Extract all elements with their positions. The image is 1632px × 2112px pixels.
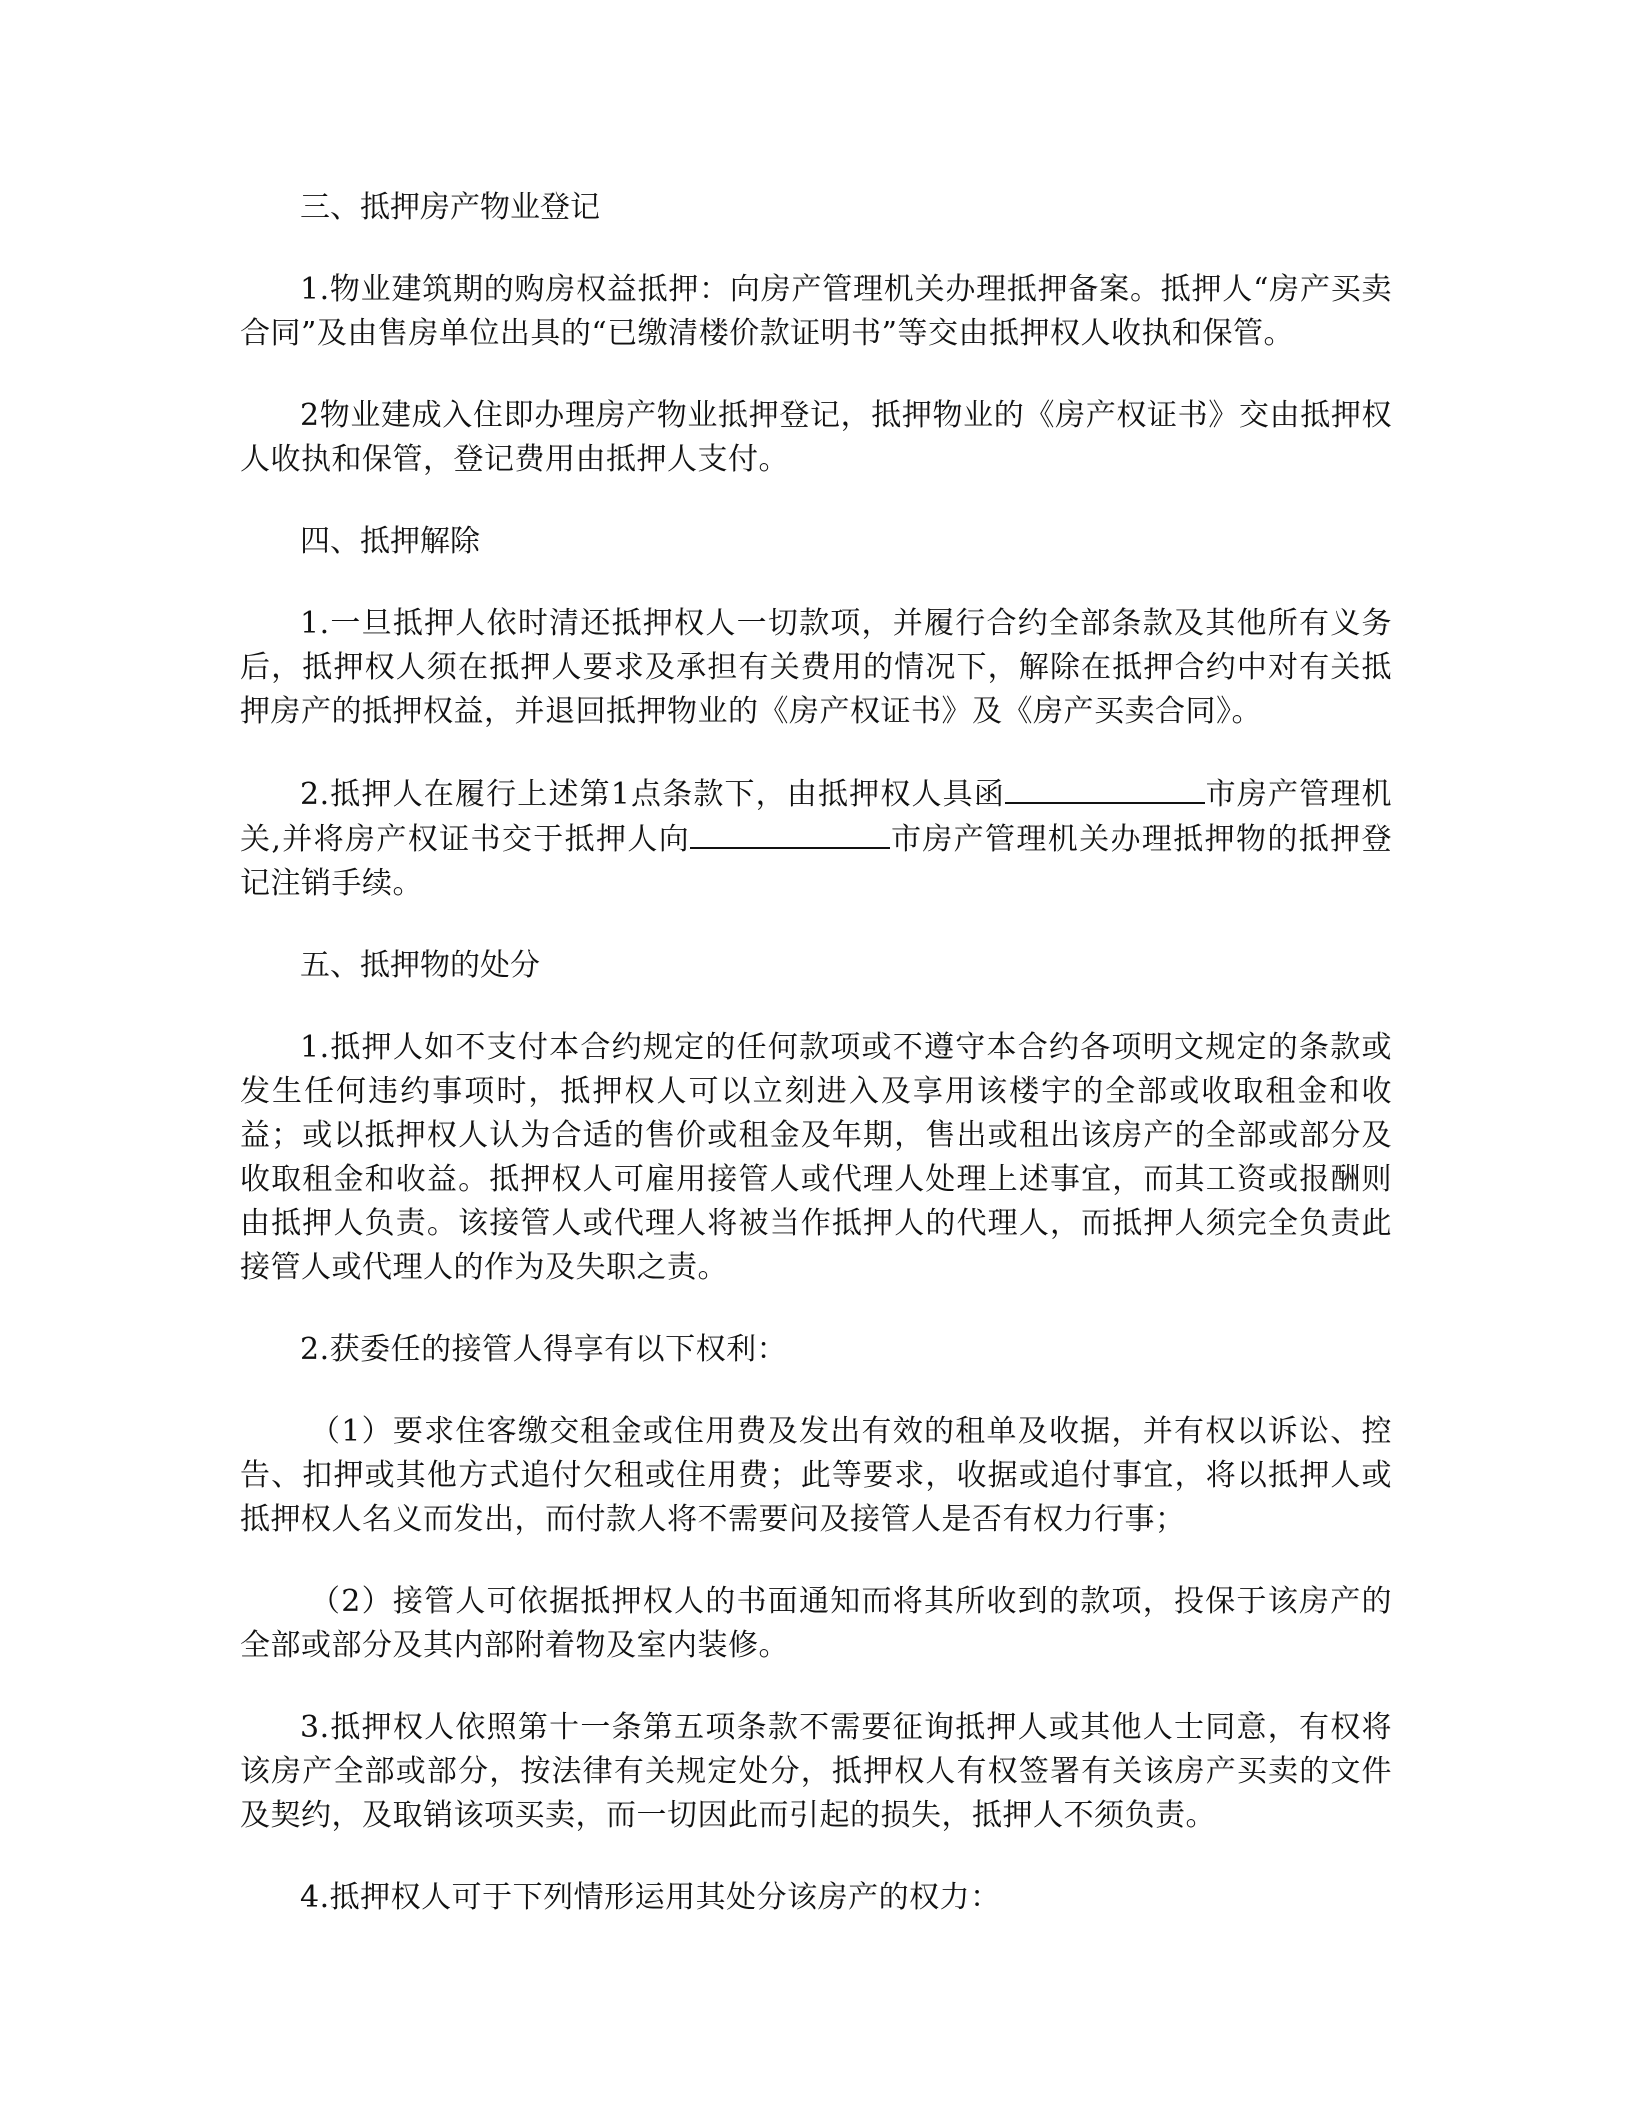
section-5-clause-4: 4.抵押权人可于下列情形运用其处分该房产的权力： — [300, 1880, 1001, 1915]
section-3-heading: 三、抵押房产物业登记 — [300, 190, 600, 225]
section-5-clause-1: 1.抵押人如不支付本合约规定的任何款项或不遵守本合约各项明文规定的条款或发生任何违约事项时，抵押权人可以立刻进入及享用该楼宇的全部或收取租金和收益；或以抵押权人认为合适的售价或租金及年期，售出或租出该房产的全部或部分及收取租金和收益。抵押权人可雇用接管人或代理人处理上述事宜，而其工资或报酬则由抵押人负责。该接管人或代理人将被当作抵押人的代理人，而抵押人须完全负责此接管人或代理人的作为及失职之责。 — [240, 1030, 1392, 1285]
section-4-clause-2-part-b: 市房产管理机关,并将房产权证书交于抵押人向 — [240, 777, 1393, 857]
section-5-clause-3: 3.抵押权人依照第十一条第五项条款不需要征询抵押人或其他人士同意，有权将该房产全部或部分，按法律有关规定处分，抵押权人有权签署有关该房产买卖的文件及契约，及取销该项买卖，而一切因此而引起的损失，抵押人不须负责。 — [240, 1710, 1392, 1833]
section-5-clause-2: 2.获委任的接管人得享有以下权利： — [300, 1332, 788, 1367]
section-5-clause-2-item-1: （1）要求住客缴交租金或住用费及发出有效的租单及收据，并有权以诉讼、控告、扣押或其他方式追付欠租或住用费；此等要求，收据或追付事宜，将以抵押人或抵押权人名义而发出，而付款人将不需要问及接管人是否有权力行事； — [240, 1414, 1392, 1537]
section-4-clause-2-part-c: 市房产管理机关办理抵押物的抵押登记注销手续。 — [240, 822, 1392, 901]
section-4-clause-2-part-a: 2.抵押人在履行上述第1点条款下，由抵押权人具函 — [300, 777, 1006, 812]
section-3-clause-2: 2物业建成入住即办理房产物业抵押登记，抵押物业的《房产权证书》交由抵押权人收执和保管，登记费用由抵押人支付。 — [240, 398, 1392, 477]
section-5-heading: 五、抵押物的处分 — [300, 948, 540, 983]
section-4-heading: 四、抵押解除 — [300, 524, 480, 559]
city-blank-2 — [690, 817, 890, 849]
city-blank-1 — [1005, 772, 1205, 804]
document-page — [240, 186, 1392, 1920]
section-3-clause-1: 1.物业建筑期的购房权益抵押：向房产管理机关办理抵押备案。抵押人“房产买卖合同”及由售房单位出具的“已缴清楼价款证明书”等交由抵押权人收执和保管。 — [240, 272, 1392, 351]
section-4-clause-2 — [240, 772, 1392, 906]
section-4-clause-1: 1.一旦抵押人依时清还抵押权人一切款项，并履行合约全部条款及其他所有义务后，抵押权人须在抵押人要求及承担有关费用的情况下，解除在抵押合约中对有关抵押房产的抵押权益，并退回抵押物业的《房产权证书》及《房产买卖合同》。 — [240, 606, 1392, 729]
section-5-clause-2-item-2: （2）接管人可依据抵押权人的书面通知而将其所收到的款项，投保于该房产的全部或部分及其内部附着物及室内装修。 — [240, 1584, 1392, 1663]
